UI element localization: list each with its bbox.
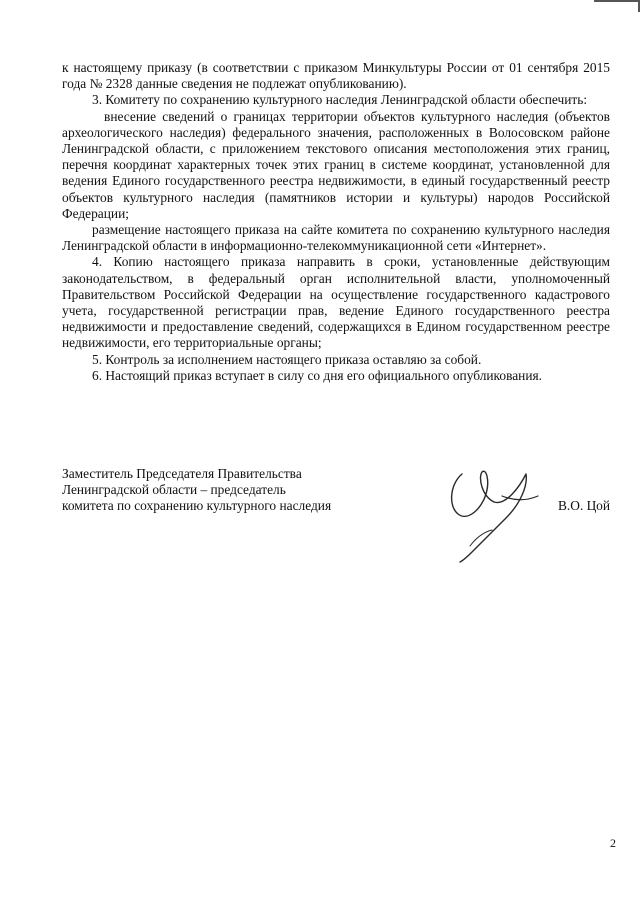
page-number: 2 (610, 836, 616, 850)
signature-block (62, 466, 610, 586)
signatory-title-line-2: Ленинградской области – председатель (62, 482, 286, 498)
signatory-title-line-3: комитета по сохранению культурного наследия (62, 498, 332, 514)
signatory-title (62, 466, 331, 515)
document-body (62, 60, 610, 384)
paragraph-item-6: 6. Настоящий приказ вступает в силу со дня его официального опубликования. (92, 367, 542, 383)
paragraph-item-3-register-entry: внесение сведений о границах территории объектов культурного наследия (объектов археологического наследия) федерального значения, расположенных в Волосовском районе Ленинградской области, с приложением текстового описания местоположения этих границ, перечня координат характерных точек этих границ в системе координат, установленной для ведения Единого государственного реестра недвижимости, в единый государственный реестр объектов культурного наследия (памятников истории и культуры) народов Российской Федерации; (62, 108, 610, 221)
handwritten-signature (442, 456, 552, 566)
paragraph-item-3: 3. Комитету по сохранению культурного наследия Ленинградской области обеспечить: (92, 92, 588, 108)
signatory-name: В.О. Цой (558, 498, 610, 513)
paragraph-item-3-website-publication: размещение настоящего приказа на сайте комитета по сохранению культурного наследия Ленинградской области в информационно-телекоммуникационной сети «Интернет». (62, 222, 610, 254)
paragraph-item-4: 4. Копию настоящего приказа направить в сроки, установленные действующим законодательством, в федеральный орган исполнительной власти, уполномоченный Правительством Российской Федерации на осуществление государственного кадастрового учета, государственной регистрации прав, ведение Единого государственного реестра недвижимости и предоставление сведений, содержащихся в Едином государственном реестре недвижимости, его территориальные органы; (62, 254, 610, 351)
scan-corner-mark (594, 0, 640, 12)
paragraph-continuation: к настоящему приказу (в соответствии с приказом Минкультуры России от 01 сентября 2015 года № 2328 данные сведения не подлежат опубликованию). (62, 60, 610, 92)
paragraph-item-5: 5. Контроль за исполнением настоящего приказа оставляю за собой. (92, 351, 482, 367)
signatory-title-line-1: Заместитель Председателя Правительства (62, 466, 302, 481)
